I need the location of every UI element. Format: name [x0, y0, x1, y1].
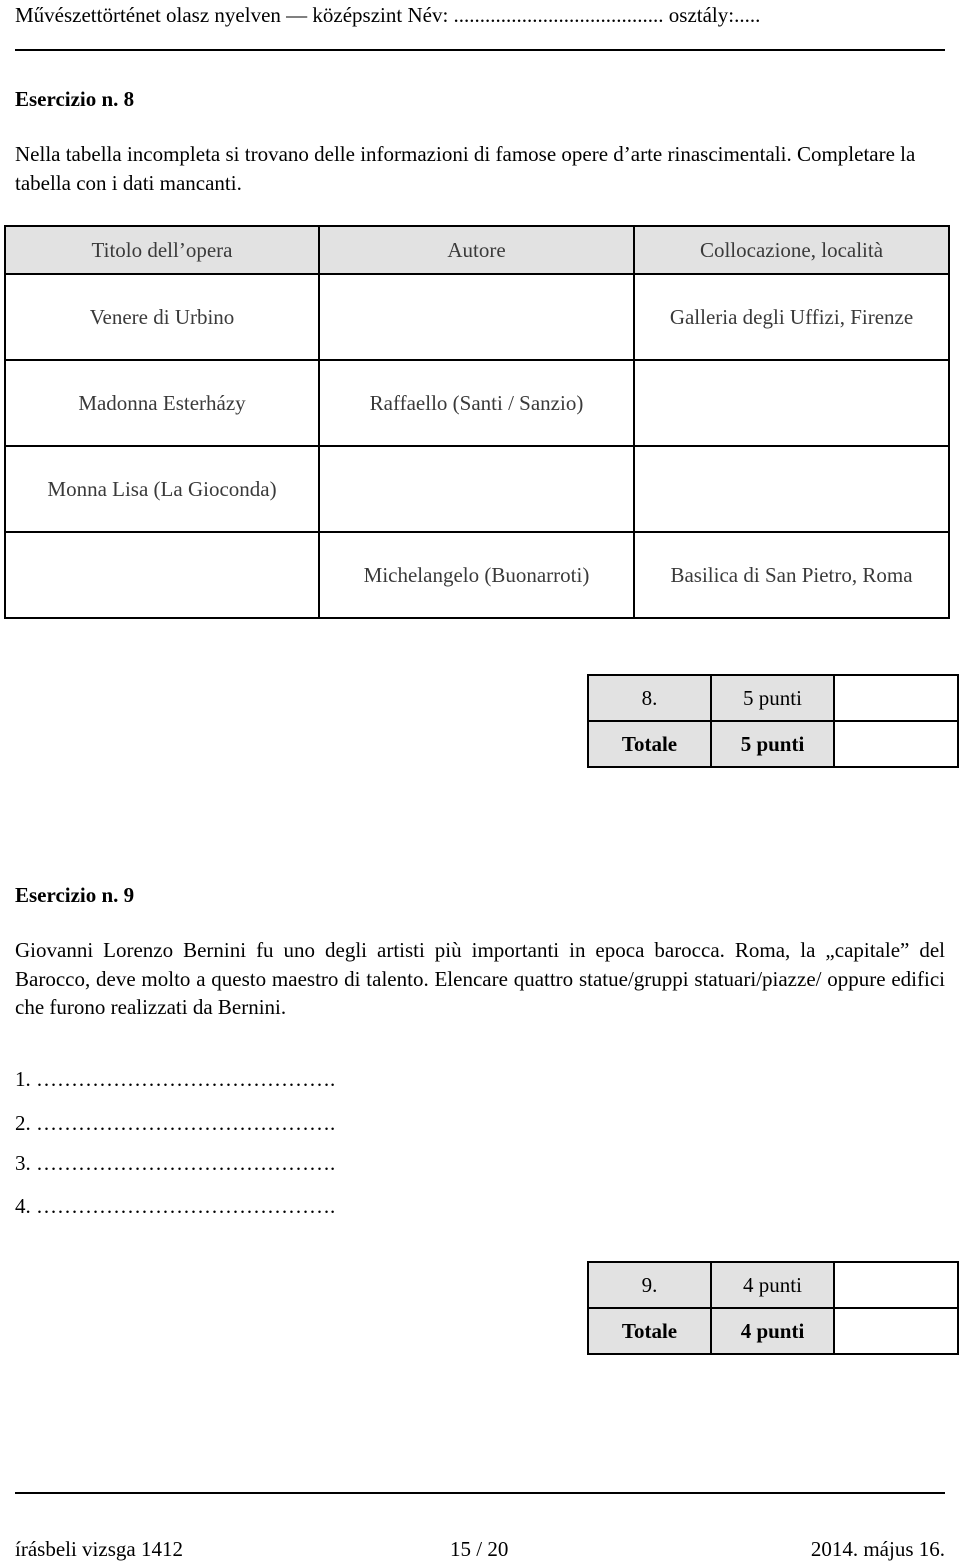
- cell-title: Venere di Urbino: [5, 274, 319, 360]
- table-row: [5, 360, 949, 446]
- exercise-9-score-table: [587, 1261, 959, 1355]
- cell-title-blank[interactable]: [5, 532, 319, 618]
- total-label: Totale: [588, 721, 711, 767]
- footer-page-number: 15 / 20: [450, 1537, 509, 1561]
- earned-points-field[interactable]: [834, 1262, 958, 1308]
- score-row: [588, 1262, 958, 1308]
- exercise-8-title: Esercizio n. 8: [15, 87, 135, 111]
- artworks-table: [4, 225, 950, 619]
- cell-title: Monna Lisa (La Gioconda): [5, 446, 319, 532]
- total-earned-field[interactable]: [834, 721, 958, 767]
- header-rule: [15, 49, 945, 51]
- answer-line-3[interactable]: 3. …………………………………….: [15, 1151, 336, 1175]
- footer-date: 2014. május 16.: [810, 1537, 945, 1561]
- exercise-8-score-table: [587, 674, 959, 768]
- score-row: [588, 675, 958, 721]
- cell-title: Madonna Esterházy: [5, 360, 319, 446]
- total-row: [588, 721, 958, 767]
- total-row: [588, 1308, 958, 1354]
- cell-author-blank[interactable]: [319, 274, 634, 360]
- max-points: 4 punti: [711, 1262, 834, 1308]
- table-row: [5, 532, 949, 618]
- cell-author: Raffaello (Santi / Sanzio): [319, 360, 634, 446]
- header-title: Titolo dell’opera: [5, 226, 319, 274]
- footer-exam-code: írásbeli vizsga 1412: [15, 1537, 183, 1561]
- cell-location: Galleria degli Uffizi, Firenze: [634, 274, 949, 360]
- header-author: Autore: [319, 226, 634, 274]
- answer-line-4[interactable]: 4. …………………………………….: [15, 1194, 336, 1218]
- exercise-number: 8.: [588, 675, 711, 721]
- cell-author: Michelangelo (Buonarroti): [319, 532, 634, 618]
- table-header-row: [5, 226, 949, 274]
- answer-line-1[interactable]: 1. …………………………………….: [15, 1067, 336, 1091]
- cell-location-blank[interactable]: [634, 360, 949, 446]
- exercise-9-title: Esercizio n. 9: [15, 883, 135, 907]
- cell-location: Basilica di San Pietro, Roma: [634, 532, 949, 618]
- total-earned-field[interactable]: [834, 1308, 958, 1354]
- header-location: Collocazione, località: [634, 226, 949, 274]
- cell-author-blank[interactable]: [319, 446, 634, 532]
- total-points: 5 punti: [711, 721, 834, 767]
- table-row: [5, 446, 949, 532]
- answer-line-2[interactable]: 2. …………………………………….: [15, 1111, 336, 1135]
- cell-location-blank[interactable]: [634, 446, 949, 532]
- table-row: [5, 274, 949, 360]
- earned-points-field[interactable]: [834, 675, 958, 721]
- total-points: 4 punti: [711, 1308, 834, 1354]
- exercise-8-instructions: Nella tabella incompleta si trovano delle informazioni di famose opere d’arte rinascimentali. Completare la tabella con i dati mancanti.: [15, 142, 916, 195]
- max-points: 5 punti: [711, 675, 834, 721]
- total-label: Totale: [588, 1308, 711, 1354]
- exercise-number: 9.: [588, 1262, 711, 1308]
- footer-rule: [15, 1492, 945, 1494]
- exercise-9-instructions: Giovanni Lorenzo Bernini fu uno degli artisti più importanti in epoca barocca. Roma, la „capitale” del Barocco, deve molto a questo maestro di talento. Elencare quattro statue/gruppi statuari/piazze/ oppure edifici che furono realizzati da Bernini.: [15, 938, 945, 1019]
- page-header: Művészettörténet olasz nyelven — középszint Név: ........................................ osztály:.....: [15, 3, 761, 27]
